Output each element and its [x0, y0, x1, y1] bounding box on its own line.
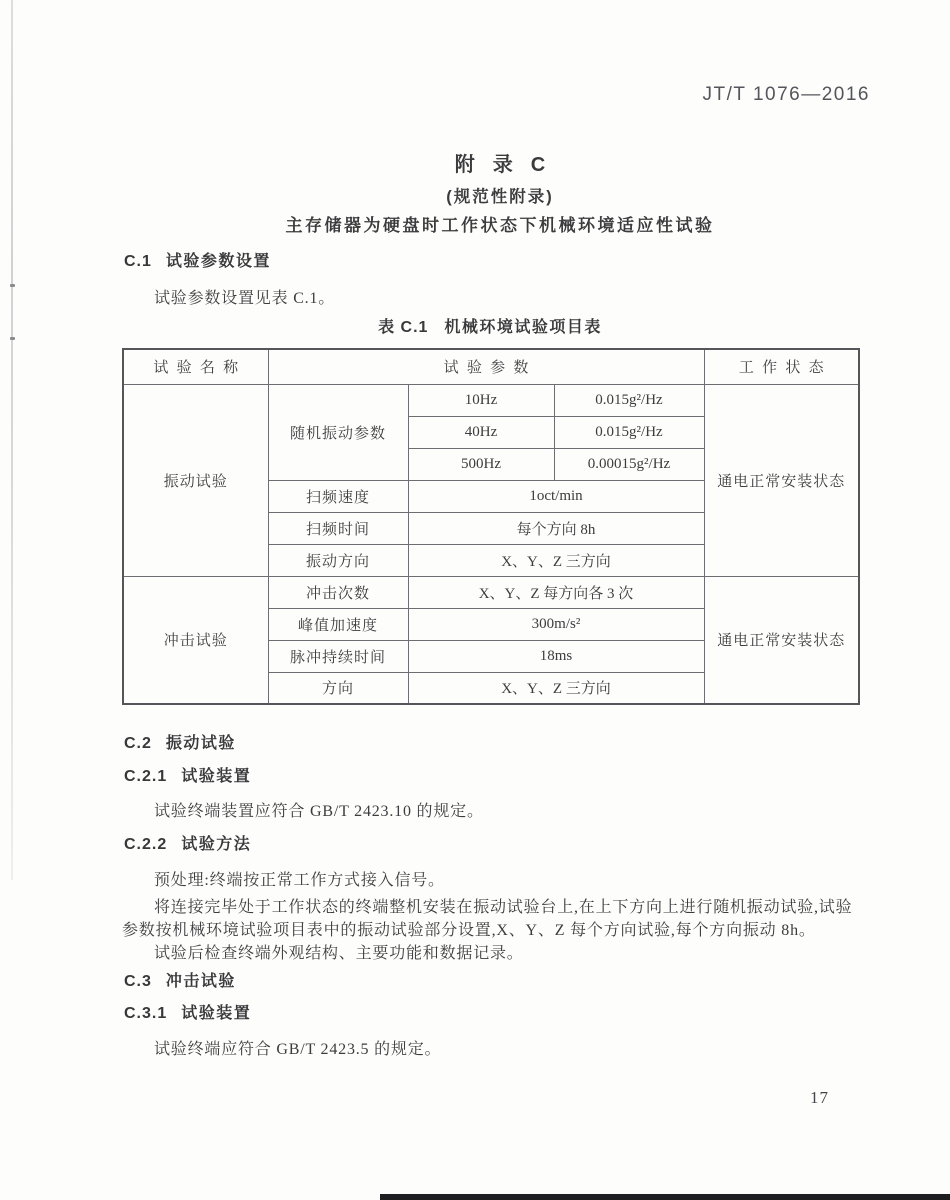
- section-title: 冲击试验: [165, 973, 236, 990]
- freq-cell: 500Hz: [408, 448, 554, 480]
- section-number: C.1: [124, 253, 152, 270]
- c22-paragraph-3: 试验后检查终端外观结构、主要功能和数据记录。: [154, 945, 524, 962]
- col-header-work-status: 工作状态: [704, 349, 859, 384]
- table-caption-title: 机械环境试验项目表: [444, 319, 602, 336]
- shock-row-value: X、Y、Z 三方向: [408, 672, 704, 704]
- shock-row-label: 冲击次数: [268, 576, 408, 608]
- psd-cell: 0.015g²/Hz: [554, 384, 704, 416]
- section-c3-heading: [124, 968, 236, 991]
- section-title: 振动试验: [165, 735, 236, 752]
- vibration-test-name: 振动试验: [123, 384, 268, 576]
- c22-paragraph-2-line2: 参数按机械环境试验项目表中的振动试验部分设置,X、Y、Z 每个方向试验,每个方向振动 8h。: [122, 922, 816, 939]
- section-c31-heading: [124, 1000, 251, 1023]
- shock-test-name: 冲击试验: [123, 576, 268, 704]
- psd-cell: 0.015g²/Hz: [554, 416, 704, 448]
- section-c21-heading: [124, 763, 251, 786]
- section-c31-body: 试验终端应符合 GB/T 2423.5 的规定。: [154, 1041, 442, 1058]
- shock-row-label: 脉冲持续时间: [268, 640, 408, 672]
- shock-row-value: X、Y、Z 每方向各 3 次: [408, 576, 704, 608]
- freq-cell: 40Hz: [408, 416, 554, 448]
- col-header-test-name: 试验名称: [123, 349, 268, 384]
- sweep-time-label: 扫频时间: [268, 512, 408, 544]
- section-number: C.2.1: [124, 768, 168, 785]
- c22-paragraph-1: 预处理:终端按正常工作方式接入信号。: [154, 872, 445, 889]
- section-title: 试验装置: [181, 1005, 252, 1022]
- page-number: 17: [810, 1088, 829, 1107]
- section-number: C.2: [124, 735, 152, 752]
- section-number: C.2.2: [124, 836, 168, 853]
- vibration-direction-label: 振动方向: [268, 544, 408, 576]
- section-title: 试验方法: [181, 836, 252, 853]
- table-row: [123, 576, 859, 608]
- section-c1-heading: [124, 248, 271, 271]
- section-c22-heading: [124, 831, 251, 854]
- vibration-work-status: 通电正常安装状态: [704, 384, 859, 576]
- scan-bottom-bar: [380, 1194, 950, 1200]
- shock-work-status: 通电正常安装状态: [704, 576, 859, 704]
- appendix-heading: 主存储器为硬盘时工作状态下机械环境适应性试验: [285, 216, 715, 235]
- section-number: C.3.1: [124, 1005, 168, 1022]
- scan-edge-line: [11, 0, 13, 880]
- shock-row-value: 18ms: [408, 640, 704, 672]
- shock-row-label: 方向: [268, 672, 408, 704]
- table-header-row: [123, 349, 859, 384]
- scan-mark: [10, 284, 15, 287]
- section-c1-body: 试验参数设置见表 C.1。: [154, 290, 336, 307]
- mechanical-environment-test-table: [122, 348, 860, 705]
- appendix-normative-note: (规范性附录): [446, 188, 554, 206]
- section-title: 试验参数设置: [165, 253, 271, 270]
- freq-cell: 10Hz: [408, 384, 554, 416]
- section-title: 试验装置: [181, 768, 252, 785]
- shock-row-label: 峰值加速度: [268, 608, 408, 640]
- sweep-speed-value: 1oct/min: [408, 480, 704, 512]
- random-vibration-label: 随机振动参数: [268, 384, 408, 480]
- section-c21-body: 试验终端装置应符合 GB/T 2423.10 的规定。: [154, 803, 484, 820]
- vibration-direction-value: X、Y、Z 三方向: [408, 544, 704, 576]
- standard-code: JT/T 1076—2016: [702, 84, 870, 105]
- scan-mark: [10, 337, 15, 340]
- c22-paragraph-2-line1: 将连接完毕处于工作状态的终端整机安装在振动试验台上,在上下方向上进行随机振动试验,试验: [154, 899, 853, 916]
- col-header-test-params: 试验参数: [268, 349, 704, 384]
- shock-row-value: 300m/s²: [408, 608, 704, 640]
- table-caption-label: 表 C.1: [378, 319, 429, 336]
- section-number: C.3: [124, 973, 152, 990]
- section-c2-heading: [124, 730, 236, 753]
- table-caption: [122, 314, 858, 337]
- appendix-title: 附录C: [454, 154, 564, 176]
- psd-cell: 0.00015g²/Hz: [554, 448, 704, 480]
- sweep-speed-label: 扫频速度: [268, 480, 408, 512]
- sweep-time-value: 每个方向 8h: [408, 512, 704, 544]
- table-row: [123, 384, 859, 416]
